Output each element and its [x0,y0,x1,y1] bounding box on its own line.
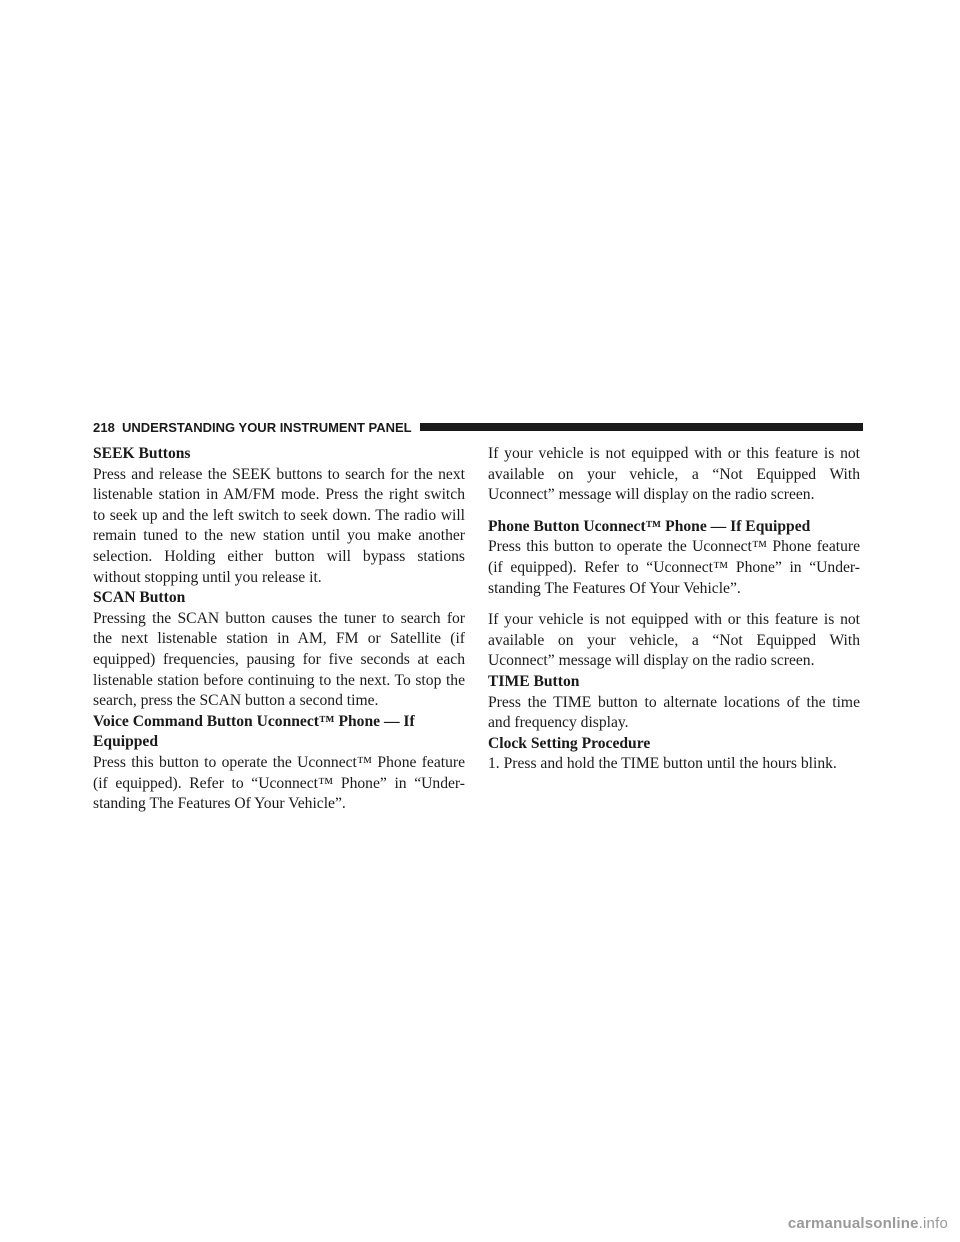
watermark-bold: carmanualsonline [787,1215,919,1232]
section-heading: TIME Button [488,672,580,690]
seek-buttons-section [93,444,465,588]
watermark-rest: .info [918,1215,948,1232]
page-number: 218 [93,419,115,435]
section-heading: Voice Command Button Uconnect™ Phone — If Equipped [93,712,415,751]
section-paragraph: If your vehicle is not equipped with or this feature is not available on your vehicle, a “Not Equipped With Uconnect” message will display on the radio screen. [488,611,860,670]
clock-setting-section [488,734,860,775]
section-heading: Clock Setting Procedure [488,734,651,752]
section-heading: SCAN Button [93,589,186,607]
scan-button-section [93,588,465,712]
time-button-section [488,672,860,734]
right-column [488,444,860,775]
section-paragraph: 1. Press and hold the TIME button until the hours blink. [488,755,837,773]
section-paragraph: Press the TIME button to alternate locations of the time and frequency display. [488,693,860,732]
section-title: UNDERSTANDING YOUR INSTRUMENT PANEL [122,419,412,435]
section-paragraph: Press this button to operate the Uconnect™ Phone feature (if equipped). Refer to “Uconnect™ Phone” in “Under-standing The Features Of Your Vehicle”. [488,538,860,597]
voice-command-section [93,712,465,815]
phone-button-section [488,517,860,672]
intro-paragraph: If your vehicle is not equipped with or this feature is not available on your vehicle, a “Not Equipped With Uconnect” message will display on the radio screen. [488,445,860,504]
section-paragraph: Press this button to operate the Uconnect™ Phone feature (if equipped). Refer to “Uconnect™ Phone” in “Under-standing The Features Of Your Vehicle”. [93,753,465,813]
header-rule [420,423,863,431]
section-paragraph: Pressing the SCAN button causes the tuner to search for the next listenable station in AM, FM or Satellite (if equipped) frequencies, pausing for five seconds at each listenable station before continuing to the next. To stop the search, press the SCAN button a second time. [93,609,465,710]
left-column [93,444,465,815]
site-watermark [788,1215,948,1232]
section-heading: SEEK Buttons [93,445,191,462]
section-paragraph: Press and release the SEEK buttons to search for the next listenable station in AM/FM mode. Press the right switch to seek up and the left switch to seek down. The radio will remain tuned to the new station until you make another selection. Holding either button will bypass stations without stopping until you release it. [93,465,465,586]
section-heading: Phone Button Uconnect™ Phone — If Equipped [488,517,811,535]
page-header [93,419,863,435]
